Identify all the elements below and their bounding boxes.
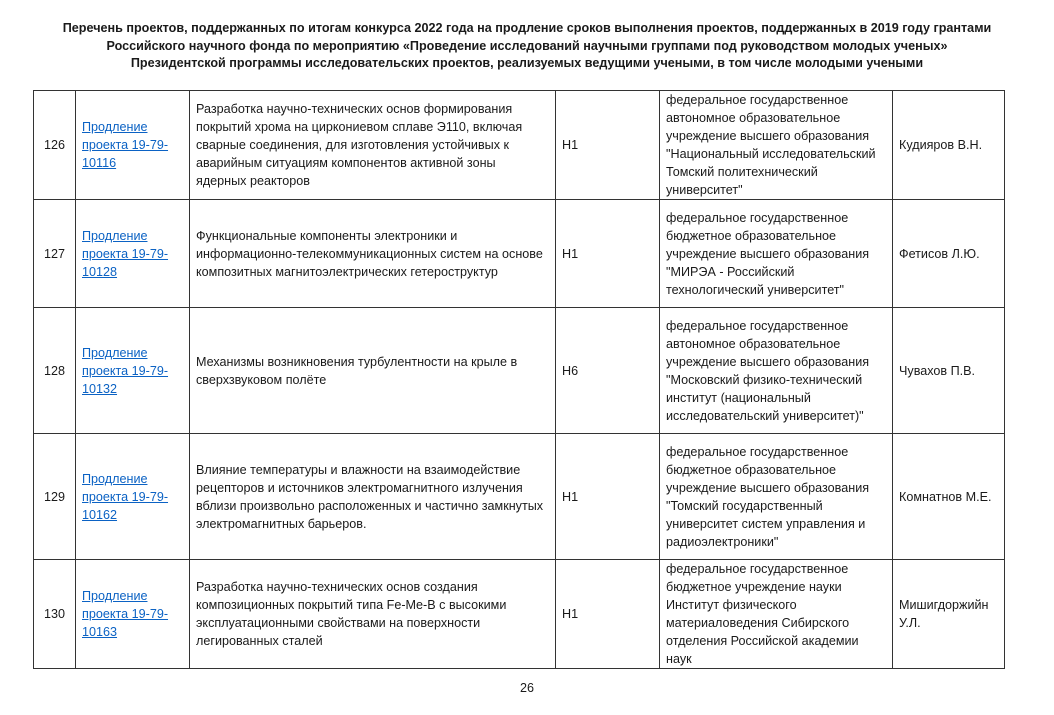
- project-link-cell: [76, 560, 190, 669]
- project-title: Разработка научно-технических основ формирования покрытий хрома на циркониевом сплаве Э110, включая сварные соединения, для изготовления устойчивых к аварийным ситуациям компонентов активной зоны ядерных реакторов: [190, 91, 556, 200]
- knowledge-area-code: Н6: [556, 308, 660, 434]
- project-link-text: 10116: [82, 156, 117, 170]
- header-line-2: Российского научного фонда по мероприятию «Проведение исследований научными группами под руководством молодых ученых»: [106, 38, 948, 53]
- organization: федеральное государственное автономное образовательное учреждение высшего образования "Национальный исследовательский Томский политехнический университет": [660, 91, 893, 200]
- project-title: Разработка научно-технических основ создания композиционных покрытий типа Fe-Me-B с высокими эксплуатационными свойствами на поверхности легированных сталей: [190, 560, 556, 669]
- table-row: [34, 560, 1005, 669]
- project-link-cell: [76, 434, 190, 560]
- project-link-cell: [76, 200, 190, 308]
- table-row: [34, 434, 1005, 560]
- project-leader: Чувахов П.В.: [893, 308, 1005, 434]
- project-link-text: 10128: [82, 264, 118, 279]
- knowledge-area-code: Н1: [556, 434, 660, 560]
- projects-table: [33, 90, 1005, 669]
- project-link-cell: [76, 91, 190, 200]
- project-link[interactable]: [82, 120, 168, 170]
- project-link-text: Продление: [82, 120, 148, 134]
- row-number: 126: [34, 91, 76, 200]
- knowledge-area-code: Н1: [556, 91, 660, 200]
- project-link-text: проекта 19-79-: [82, 138, 169, 152]
- header-line-1: Перечень проектов, поддержанных по итогам конкурса 2022 года на продление сроков выполнения проектов, поддержанных в 2019 году грантами: [62, 21, 992, 35]
- project-link-text: Продление: [82, 471, 148, 486]
- project-leader: Мишигдоржийн У.Л.: [893, 560, 1005, 669]
- row-number: 129: [34, 434, 76, 560]
- row-number: 127: [34, 200, 76, 308]
- project-link-text: проекта 19-79-: [82, 489, 169, 504]
- project-link[interactable]: [82, 472, 168, 522]
- table-row: [34, 200, 1005, 308]
- project-link[interactable]: [82, 589, 168, 639]
- organization: федеральное государственное бюджетное учреждение науки Институт физического материаловедения Сибирского отделения Российской академии наук: [660, 560, 893, 669]
- project-link-cell: [76, 308, 190, 434]
- table-row: [34, 308, 1005, 434]
- project-leader: Фетисов Л.Ю.: [893, 200, 1005, 308]
- project-leader: Комнатнов М.Е.: [893, 434, 1005, 560]
- row-number: 128: [34, 308, 76, 434]
- organization: федеральное государственное автономное образовательное учреждение высшего образования "Московский физико-технический институт (национальный исследовательский университет)": [660, 308, 893, 434]
- organization: федеральное государственное бюджетное образовательное учреждение высшего образования "МИРЭА - Российский технологический университет": [660, 200, 893, 308]
- project-link-text: проекта 19-79-: [82, 246, 169, 261]
- project-leader: Кудияров В.Н.: [893, 91, 1005, 200]
- document-header: [0, 20, 1054, 73]
- project-link-text: Продление: [82, 589, 148, 603]
- project-link-text: 10163: [82, 625, 118, 639]
- project-title: Влияние температуры и влажности на взаимодействие рецепторов и источников электромагнитного излучения вблизи произвольно расположенных и частично замкнутых электромагнитных барьеров.: [190, 434, 556, 560]
- project-link[interactable]: [82, 229, 168, 279]
- project-link[interactable]: [82, 346, 168, 396]
- project-link-text: Продление: [82, 345, 148, 360]
- table-row: [34, 91, 1005, 200]
- page-number: 26: [519, 681, 534, 695]
- project-title: Механизмы возникновения турбулентности на крыле в сверхзвуковом полёте: [190, 308, 556, 434]
- organization: федеральное государственное бюджетное образовательное учреждение высшего образования "Томский государственный университет систем управления и радиоэлектроники": [660, 434, 893, 560]
- project-link-text: проекта 19-79-: [82, 607, 169, 621]
- project-title: Функциональные компоненты электроники и информационно-телекоммуникационных систем на основе композитных магнитоэлектрических гетероструктур: [190, 200, 556, 308]
- project-link-text: Продление: [82, 228, 148, 243]
- project-link-text: проекта 19-79-: [82, 363, 169, 378]
- project-link-text: 10132: [82, 381, 118, 396]
- knowledge-area-code: Н1: [556, 560, 660, 669]
- row-number: 130: [34, 560, 76, 669]
- header-line-3: Президентской программы исследовательских проектов, реализуемых ведущими учеными, в том числе молодыми учеными: [130, 56, 924, 70]
- knowledge-area-code: Н1: [556, 200, 660, 308]
- project-link-text: 10162: [82, 507, 118, 522]
